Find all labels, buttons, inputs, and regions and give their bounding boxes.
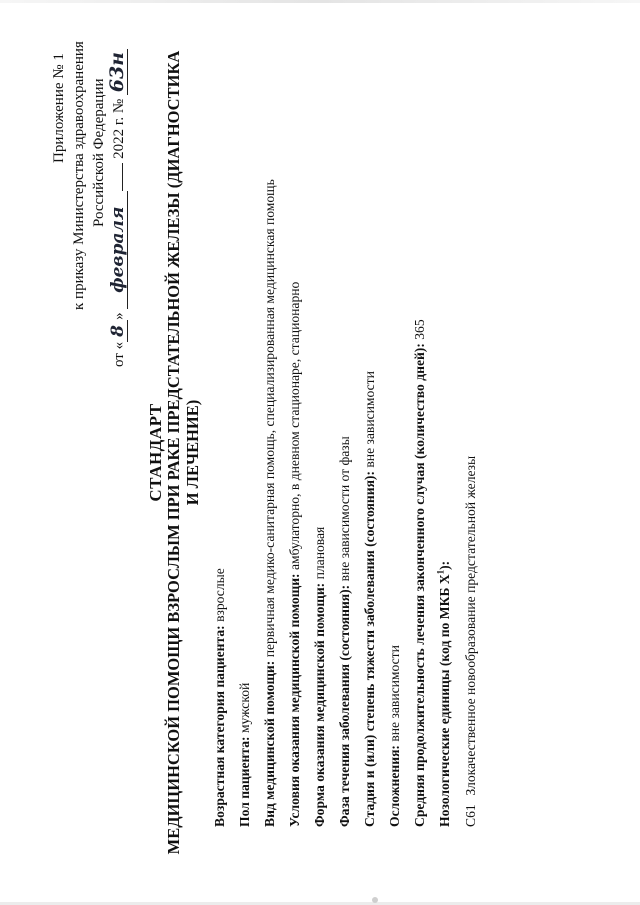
param-sex: Пол пациента: мужской [237,682,252,827]
date-quote-close: » [111,312,127,320]
date-month: февраля [110,191,128,309]
param-care-type: Вид медицинской помощи: первичная медико-санитарная помощь, специализированная медицинская помощь [262,179,277,827]
param-disease-phase: Фаза течения заболевания (состояния): вне зависимости от фазы [337,436,352,827]
date-day: 8 [110,320,128,342]
diagnosis-code: C61 [463,804,478,827]
diagnosis-name: Злокачественное новообразование предстательной железы [463,455,478,796]
nosology-heading: Нозологические единицы (код по МКБ $X^1$): [435,560,452,827]
param-care-conditions: Условия оказания медицинской помощи: амбулаторно, в дневном стационаре, стационарно [287,281,302,827]
param-treatment-duration: Средняя продолжительность лечения законченного случая (количество дней): 365 [412,319,427,827]
param-disease-stage: Стадия и (или) степень тяжести заболевания (состояния): вне зависимости [362,371,377,827]
param-care-form: Форма оказания медицинской помощи: плановая [312,526,327,827]
appendix-number: Приложение № 1 [51,53,67,163]
param-age-category: Возрастная категория пациента: взрослые [212,568,227,827]
date-blank [122,163,123,191]
appendix-date-line [108,49,128,367]
order-number: 63н [108,49,128,95]
param-complications: Осложнения: вне зависимости [387,645,402,827]
diagnosis-row [464,456,478,827]
document-title-head: СТАНДАРТ [146,403,165,502]
date-prefix: от « [111,341,127,367]
appendix-federation: Российской Федерации [91,78,107,227]
document-title-line2: И ЛЕЧЕНИЕ) [183,399,202,506]
document-title-line1: МЕДИЦИНСКОЙ ПОМОЩИ ВЗРОСЛЫМ ПРИ РАКЕ ПРЕДСТАТЕЛЬНОЙ ЖЕЛЕЗЫ (ДИАГНОСТИКА [164,50,183,855]
date-year: 2022 г. № [111,98,127,159]
appendix-order-ministry: к приказу Министерства здравоохранения [71,41,87,310]
